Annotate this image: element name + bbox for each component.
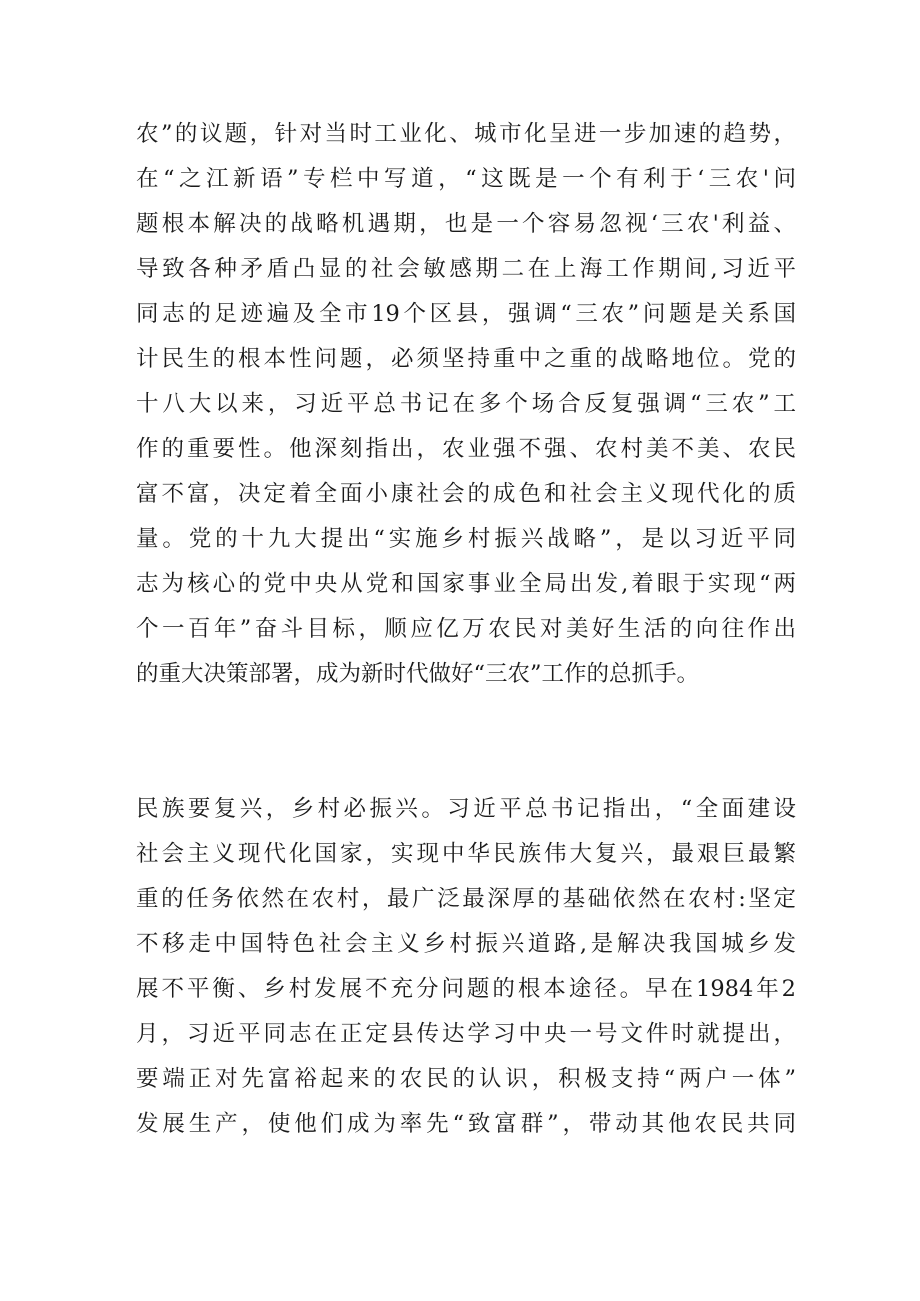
text-line: 题根本解决的战略机遇期，也是一个容易忽视‘三农'利益、 [136,211,796,237]
text-line: 社会主义现代化国家，实现中华民族伟大复兴，最艰巨最繁 [136,841,796,867]
text-line: 不移走中国特色社会主义乡村振兴道路,是解决我国城乡发 [136,931,796,957]
text-line: 同志的足迹遍及全市19个区县，强调“三农”问题是关系国 [136,301,796,327]
text-line: 要端正对先富裕起来的农民的认识，积极支持“两户一体” [136,1066,796,1092]
paragraph-1 [136,112,796,697]
text-line: 重的任务依然在农村，最广泛最深厚的基础依然在农村:坚定 [136,886,796,912]
paragraph-2 [136,787,796,1147]
text-line: 富不富，决定着全面小康社会的成色和社会主义现代化的质 [136,481,796,507]
text-line: 计民生的根本性问题，必须坚持重中之重的战略地位。党的 [136,346,796,372]
text-line: 月，习近平同志在正定县传达学习中央一号文件时就提出， [136,1021,796,1047]
text-line: 十八大以来，习近平总书记在多个场合反复强调“三农”工 [136,391,796,417]
text-line: 农”的议题，针对当时工业化、城市化呈进一步加速的趋势， [136,121,796,147]
text-line: 民族要复兴，乡村必振兴。习近平总书记指出，“全面建设 [136,796,796,822]
text-line: 发展生产，使他们成为率先“致富群”，带动其他农民共同 [136,1111,796,1137]
text-line: 在“之江新语”专栏中写道，“这既是一个有利于‘三农'问 [136,166,796,192]
text-line: 量。党的十九大提出“实施乡村振兴战略”，是以习近平同 [136,526,796,552]
text-line: 志为核心的党中央从党和国家事业全局出发,着眼于实现“两 [136,571,796,597]
text-line: 导致各种矛盾凸显的社会敏感期二在上海工作期间,习近平 [136,256,796,282]
text-line: 展不平衡、乡村发展不充分问题的根本途径。早在1984年2 [136,976,796,1002]
text-line: 的重大决策部署，成为新时代做好“三农”工作的总抓手。 [136,661,700,687]
text-line: 作的重要性。他深刻指出，农业强不强、农村美不美、农民 [136,436,796,462]
text-line: 个一百年”奋斗目标，顺应亿万农民对美好生活的向往作出 [136,616,796,642]
